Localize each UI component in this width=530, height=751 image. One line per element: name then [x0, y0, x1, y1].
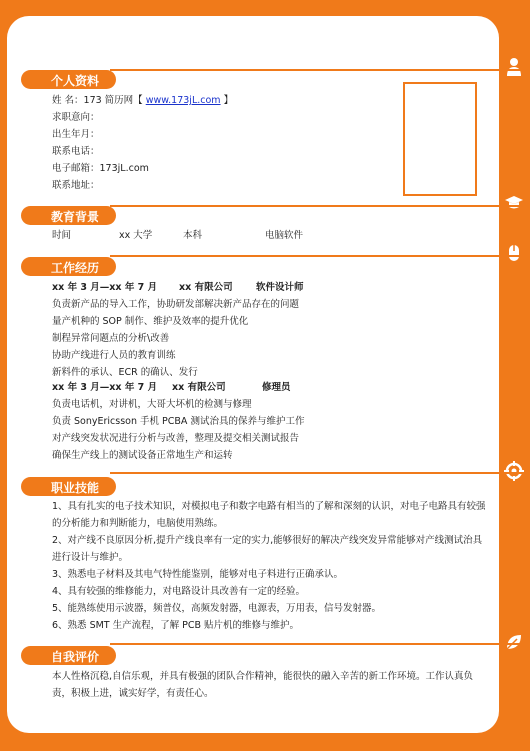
- person-icon: [503, 56, 525, 78]
- phone-label: 联系电话：: [52, 146, 100, 157]
- education-degree: 本科: [183, 230, 203, 241]
- job2-period: xx 年 3 月—xx 年 7 月: [52, 382, 158, 393]
- photo-placeholder: [403, 82, 477, 196]
- mouse-icon: [503, 242, 525, 264]
- skill-item: 4、具有较强的维修能力，对电路设计具改善有一定的经验。: [52, 586, 306, 597]
- section-title: 个人资料: [51, 74, 100, 88]
- skill-item: 6、熟悉 SMT 生产流程，了解 PCB 贴片机的维修与维护。: [52, 620, 300, 631]
- skill-item: 5、能熟练使用示波器，频普仪，高频发射器，电源表，万用表，信号发射器。: [52, 603, 382, 614]
- skill-item: 1、具有扎实的电子技术知识，对模拟电子和数字电路有相当的了解和深刻的认识，对电子电路具有较强的分析能力和判断能力，电脑使用熟练。: [52, 501, 486, 529]
- graduation-cap-icon: [503, 192, 525, 214]
- section-title: 职业技能: [51, 481, 100, 495]
- job2-line: 对产线突发状况进行分析与改善，整理及提交相关测试报告: [52, 433, 300, 444]
- education-school: xx 大学: [119, 230, 153, 241]
- email-label: 电子邮箱：: [52, 163, 100, 174]
- name-tail: 】: [223, 95, 234, 106]
- section-divider: [110, 69, 530, 71]
- job1-line: 制程异常问题点的分析\改善: [52, 333, 170, 344]
- job1-period: xx 年 3 月—xx 年 7 月: [52, 282, 158, 293]
- intent-label: 求职意向：: [52, 112, 100, 123]
- section-divider: [110, 472, 530, 474]
- email-value: 173jL.com: [99, 163, 149, 174]
- job1-line: 新料件的承认、ECR 的确认、发行: [52, 367, 198, 378]
- skill-item: 2、对产线不良原因分析,提升产线良率有一定的实力,能够很好的解决产线突发异常能够对产线测试治具进行设计与维护。: [52, 535, 483, 563]
- website-link[interactable]: www.173jL.com: [145, 95, 221, 106]
- job1-line: 协助产线进行人员的教育训练: [52, 350, 176, 361]
- job2-title: 修理员: [262, 382, 291, 393]
- section-title: 工作经历: [51, 261, 100, 275]
- section-divider: [110, 255, 530, 257]
- section-title: 自我评价: [51, 650, 100, 664]
- job2-line: 负责 SonyEricsson 手机 PCBA 测试治具的保养与维护工作: [52, 416, 305, 427]
- education-major: 电脑软件: [265, 230, 304, 241]
- name-row: [52, 94, 233, 108]
- education-time: 时间: [52, 230, 72, 241]
- job2-line: 确保生产线上的测试设备正常地生产和运转: [52, 450, 233, 461]
- address-label: 联系地址：: [52, 180, 100, 191]
- job1-company: xx 有限公司: [179, 282, 233, 293]
- section-divider: [110, 643, 530, 645]
- name-label: 姓 名：: [52, 95, 84, 106]
- leaf-icon: [503, 631, 525, 653]
- self-evaluation: 本人性格沉稳,自信乐观，并具有极强的团队合作精神，能很快的融入辛苦的新工作环境。工作认真负责，积极上进，诚实好学，有责任心。: [52, 671, 474, 699]
- name-value: 173 简历网【: [83, 95, 143, 106]
- section-divider: [110, 205, 530, 207]
- job2-company: xx 有限公司: [172, 382, 226, 393]
- job1-line: 量产机种的 SOP 制作、维护及效率的提升优化: [52, 316, 249, 327]
- target-icon: [503, 460, 525, 482]
- skill-item: 3、熟悉电子材料及其电气特性能鉴别，能够对电子料进行正确承认。: [52, 569, 344, 580]
- job1-title: 软件设计师: [256, 282, 304, 293]
- section-title: 教育背景: [51, 210, 100, 224]
- email-row: [52, 162, 149, 176]
- birth-label: 出生年月：: [52, 129, 100, 140]
- job1-line: 负责新产品的导入工作，协助研发部解决新产品存在的问题: [52, 299, 300, 310]
- job2-line: 负责电话机，对讲机，大哥大坏机的检测与修理: [52, 399, 252, 410]
